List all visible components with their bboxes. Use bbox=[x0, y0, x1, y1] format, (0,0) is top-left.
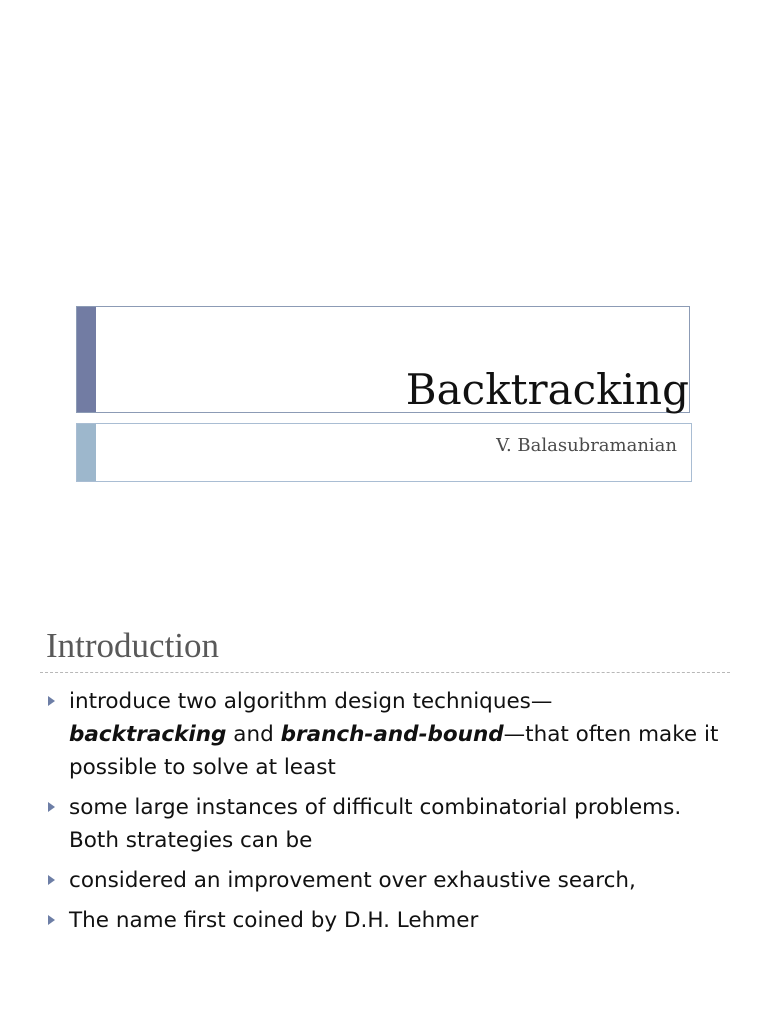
section-heading: Introduction bbox=[46, 626, 220, 665]
bullet-text-segment: —that often make it possible to solve at least bbox=[69, 722, 719, 780]
title-accent-bar bbox=[77, 307, 96, 412]
bullet-text: The name first coined by D.H. Lehmer bbox=[69, 908, 479, 933]
list-item bbox=[46, 864, 726, 897]
slide-subtitle-author: V. Balasubramanian bbox=[496, 435, 677, 456]
list-item bbox=[46, 791, 726, 857]
triangle-bullet-icon bbox=[48, 696, 55, 706]
triangle-bullet-icon bbox=[48, 915, 55, 925]
bullet-list bbox=[46, 685, 726, 944]
bullet-text: considered an improvement over exhaustive search, bbox=[69, 868, 636, 893]
triangle-bullet-icon bbox=[48, 802, 55, 812]
bullet-emphasis-branch-and-bound: branch-and-bound bbox=[280, 722, 504, 747]
bullet-text-segment: and bbox=[226, 722, 281, 747]
bullet-text: some large instances of difficult combinatorial problems. Both strategies can be bbox=[69, 795, 682, 853]
bullet-emphasis-backtracking: backtracking bbox=[69, 722, 227, 747]
subtitle-box bbox=[76, 423, 692, 482]
bullet-text-segment: introduce two algorithm design techniques— bbox=[69, 689, 553, 714]
slide-title: Backtracking bbox=[405, 365, 689, 414]
triangle-bullet-icon bbox=[48, 875, 55, 885]
heading-divider bbox=[40, 672, 730, 673]
list-item bbox=[46, 685, 726, 784]
subtitle-accent-bar bbox=[77, 424, 96, 481]
title-box bbox=[76, 306, 690, 413]
list-item bbox=[46, 904, 726, 937]
